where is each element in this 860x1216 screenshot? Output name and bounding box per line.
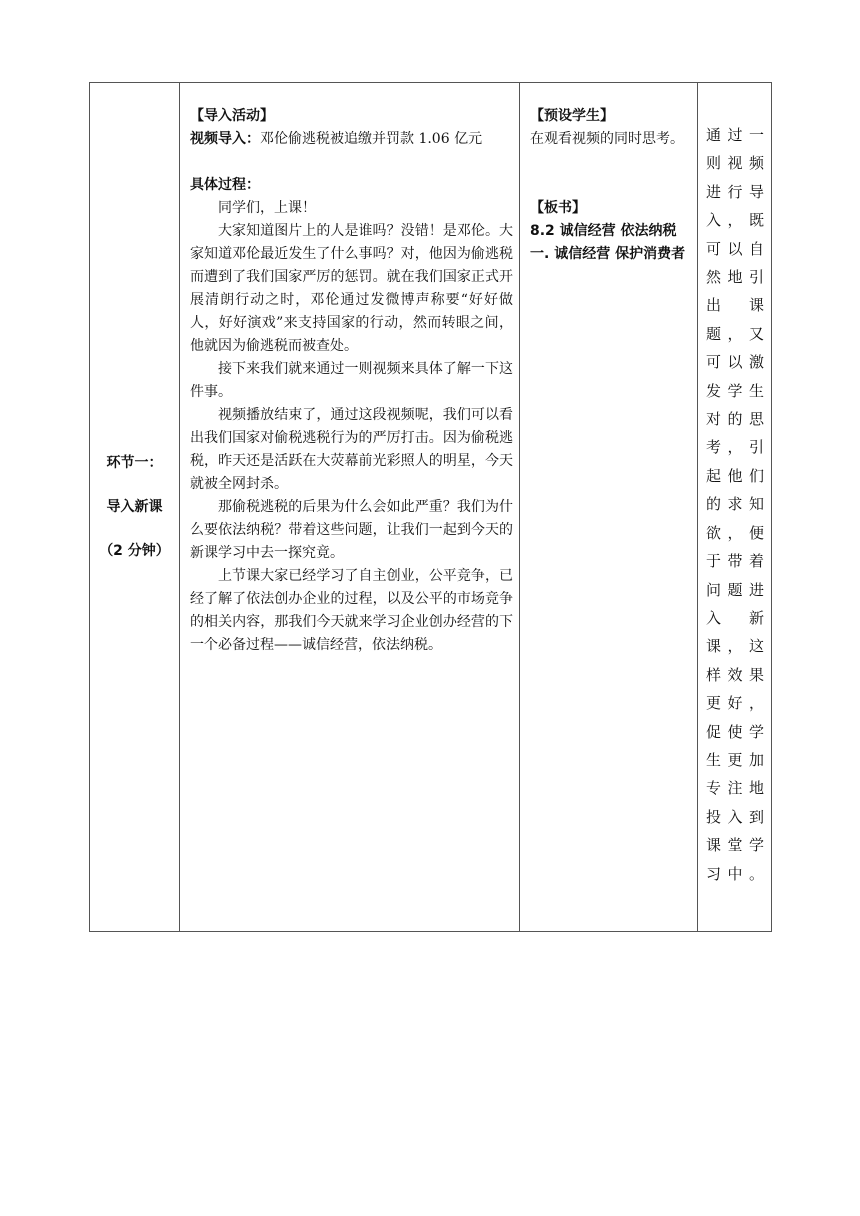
intent-line: 的求知 — [706, 495, 765, 514]
board-item: 一. 诚信经营 保护消费者 — [530, 246, 686, 262]
stage-cell — [90, 83, 180, 932]
intent-cell — [698, 83, 772, 932]
board-heading: 【板书】 — [530, 200, 586, 216]
activity-cell — [180, 83, 520, 932]
video-text: 邓伦偷逃税被追缴并罚款 1.06 亿元 — [260, 131, 483, 147]
intent-line: 样效果 — [706, 665, 765, 684]
intent-line: 于带着 — [706, 552, 765, 571]
intent-line: 通过一 — [706, 126, 765, 144]
process-label: 具体过程： — [190, 177, 260, 193]
activity-paragraph: 大家知道图片上的人是谁吗？没错！是邓伦。大家知道邓伦最近发生了什么事吗？对，他因为偷逃税而遭到了我们国家严厉的惩罚。就在我们国家正式开展清朗行动之时，邓伦通过发微博声称要“好好做人，好好演戏”来支持国家的行动，然而转眼之间，他就因为偷逃税而被查处。 — [190, 223, 513, 354]
intent-line: 习中。 — [706, 864, 765, 883]
stage-line-1: 环节一： — [106, 455, 163, 471]
stage-line-3: （2 分钟） — [99, 543, 170, 559]
activity-paragraph: 同学们，上课！ — [218, 200, 316, 216]
intent-line: 则视频 — [706, 154, 765, 173]
intent-line: 入 新 — [706, 608, 765, 627]
student-heading: 【预设学生】 — [530, 108, 614, 124]
video-label: 视频导入： — [190, 131, 260, 147]
intent-line: 发学生 — [706, 381, 765, 400]
lesson-plan-table — [89, 82, 772, 932]
activity-paragraph: 那偷税逃税的后果为什么会如此严重？我们为什么要依法纳税？带着这些问题，让我们一起到今天的新课学习中去一探究竟。 — [190, 499, 513, 561]
intent-line: 投入到 — [706, 807, 765, 826]
intent-text — [698, 83, 771, 888]
stage-line-2: 导入新课 — [106, 499, 163, 515]
intent-line: 可以自 — [706, 239, 765, 258]
lesson-plan-sheet — [89, 82, 772, 932]
intent-line: 考，引 — [706, 438, 765, 457]
activity-paragraph: 视频播放结束了，通过这段视频呢，我们可以看出我们国家对偷税逃税行为的严厉打击。因为偷税逃税，昨天还是活跃在大荧幕前光彩照人的明星，今天就被全网封杀。 — [190, 407, 513, 492]
intent-line: 专注地 — [706, 779, 765, 798]
video-intro — [190, 128, 513, 151]
intent-line: 进行导 — [706, 182, 765, 201]
board-title: 8.2 诚信经营 依法纳税 — [530, 223, 677, 239]
intent-line: 出 课 — [706, 296, 765, 315]
intent-line: 促使学 — [706, 722, 765, 741]
intent-line: 对的思 — [706, 410, 765, 429]
activity-paragraph: 接下来我们就来通过一则视频来具体了解一下这件事。 — [190, 361, 513, 400]
intent-line: 入，既 — [706, 211, 765, 230]
intent-line: 题，又 — [706, 324, 765, 343]
intent-line: 课，这 — [706, 637, 765, 656]
intent-line: 生更加 — [706, 750, 765, 769]
intent-line: 更好， — [706, 694, 765, 713]
intent-line: 问题进 — [706, 580, 765, 599]
intent-line: 课堂学 — [706, 836, 765, 855]
activity-heading: 【导入活动】 — [190, 108, 274, 124]
stage-label — [90, 452, 179, 562]
intent-line: 欲，便 — [706, 523, 765, 542]
intent-line: 然地引 — [706, 268, 765, 287]
table-row — [90, 83, 772, 932]
intent-line: 可以激 — [706, 353, 765, 372]
activity-paragraph: 上节课大家已经学习了自主创业，公平竞争，已经了解了依法创办企业的过程，以及公平的市场竞争的相关内容，那我们今天就来学习企业创办经营的下一个必备过程——诚信经营，依法纳税。 — [190, 568, 513, 653]
student-text: 在观看视频的同时思考。 — [530, 131, 684, 147]
student-cell — [520, 83, 698, 932]
intent-line: 起他们 — [706, 466, 765, 485]
